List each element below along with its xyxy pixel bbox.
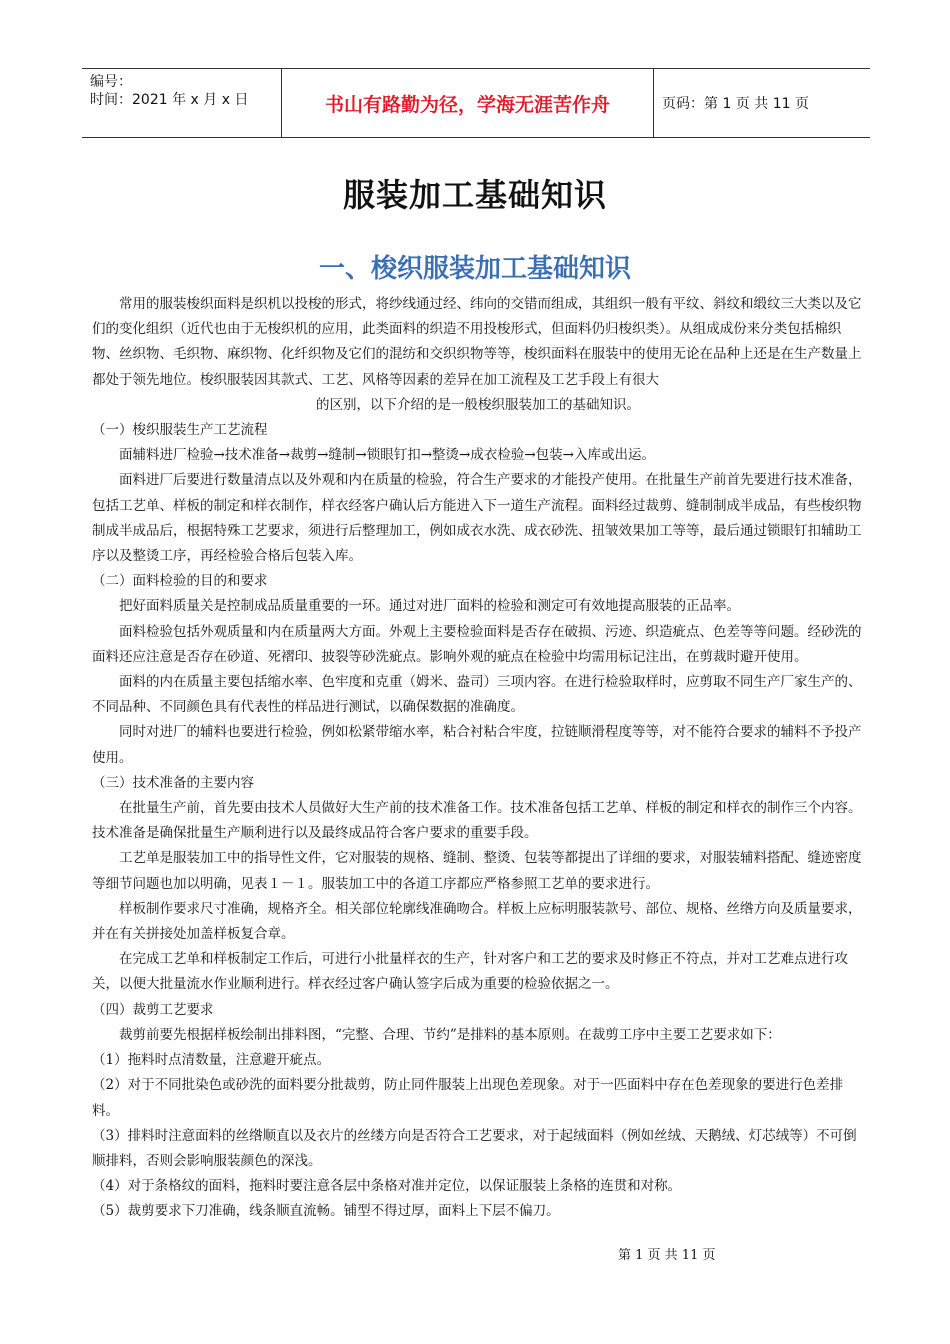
time-label: 时间：2021 年 x 月 x 日: [90, 92, 249, 108]
paragraph: 常用的服装梭织面料是织机以投梭的形式，将纱线通过经、纬向的交错而组成，其组织一般有平纹、斜纹和缎纹三大类以及它们的变化组织（近代也由于无梭织机的应用，此类面料的织造不用投梭形式，但面料仍归梭织类）。从组成成份来分类包括棉织物、丝织物、毛织物、麻织物、化纤织物及它们的混纺和交织织物等等，梭织面料在服装中的使用无论在品种上还是在生产数量上都处于领先地位。梭织服装因其款式、工艺、风格等因素的差异在加工流程及工艺手段上有很大: [92, 296, 862, 388]
list-item: （2）对于不同批染色或砂洗的面料要分批裁剪，防止同件服装上出现色差现象。对于一匹面料中存在色差现象的要进行色差排料。: [92, 1077, 844, 1119]
paragraph: 同时对进厂的辅料也要进行检验，例如松紧带缩水率，粘合衬粘合牢度，拉链顺滑程度等等，对不能符合要求的辅料不予投产使用。: [92, 724, 862, 766]
page-footer: 第 1 页 共 11 页: [618, 1248, 716, 1263]
list-item: （5）裁剪要求下刀准确，线条顺直流畅。铺型不得过厚，面料上下层不偏刀。: [92, 1203, 560, 1220]
header-meta: [82, 69, 282, 137]
subheading: （二）面料检验的目的和要求: [92, 573, 268, 590]
page-header: [82, 68, 870, 138]
subheading: （一）梭织服装生产工艺流程: [92, 422, 268, 439]
paragraph: 面辅料进厂检验→技术准备→裁剪→缝制→锁眼钉扣→整烫→成衣检验→包装→入库或出运。: [119, 447, 655, 464]
header-motto: 书山有路勤为径，学海无涯苦作舟: [282, 69, 654, 137]
paragraph: 的区别，以下介绍的是一般梭织服装加工的基础知识。: [316, 396, 640, 413]
paragraph: 面料检验包括外观质量和内在质量两大方面。外观上主要检验面料是否存在破损、污迹、织造疵点、色差等等问题。经砂洗的面料还应注意是否存在砂道、死褶印、披裂等砂洗疵点。影响外观的疵点在检验中均需用标记注出，在剪裁时避开使用。: [92, 623, 862, 665]
document-title: 服装加工基础知识: [342, 176, 607, 214]
header-page-info: 页码：第 1 页 共 11 页: [662, 96, 809, 112]
paragraph: 在完成工艺单和样板制定工作后，可进行小批量样衣的生产，针对客户和工艺的要求及时修正不符点，并对工艺难点进行攻关，以便大批量流水作业顺利进行。样衣经过客户确认签字后成为重要的检验依据之一。: [92, 951, 848, 993]
paragraph: 面料进厂后要进行数量清点以及外观和内在质量的检验，符合生产要求的才能投产使用。在批量生产前首先要进行技术准备，包括工艺单、样板的制定和样衣制作，样衣经客户确认后方能进入下一道生产流程。面料经过裁剪、缝制制成半成品，有些梭织物制成半成品后，根据特殊工艺要求，须进行后整理加工，例如成衣水洗、成衣砂洗、扭皱效果加工等等，最后通过锁眼钉扣辅助工序以及整烫工序，再经检验合格后包装入库。: [92, 472, 862, 565]
document-body: [92, 292, 864, 1225]
paragraph: 把好面料质量关是控制成品质量重要的一环。通过对进厂面料的检验和测定可有效地提高服装的正品率。: [119, 598, 740, 615]
section-title: 一、梭织服装加工基础知识: [318, 254, 631, 284]
paragraph: 在批量生产前，首先要由技术人员做好大生产前的技术准备工作。技术准备包括工艺单、样板的制定和样衣的制作三个内容。技术准备是确保批量生产顺利进行以及最终成品符合客户要求的重要手段。: [92, 800, 862, 842]
subheading: （三）技术准备的主要内容: [92, 774, 254, 791]
code-label: 编号：: [90, 74, 132, 90]
list-item: （3）排料时注意面料的丝绺顺直以及衣片的丝缕方向是否符合工艺要求，对于起绒面料（例如丝绒、天鹅绒、灯芯绒等）不可倒顺排料，否则会影响服装颜色的深浅。: [92, 1127, 857, 1169]
paragraph: 裁剪前要先根据样板绘制出排料图，“完整、合理、节约”是排料的基本原则。在裁剪工序中主要工艺要求如下：: [119, 1026, 781, 1043]
paragraph: 面料的内在质量主要包括缩水率、色牢度和克重（姆米、盎司）三项内容。在进行检验取样时，应剪取不同生产厂家生产的、不同品种、不同颜色具有代表性的样品进行测试，以确保数据的准确度。: [92, 674, 862, 716]
subheading: （四）裁剪工艺要求: [92, 1001, 214, 1018]
list-item: （1）拖料时点清数量，注意避开疵点。: [92, 1052, 331, 1069]
paragraph: 工艺单是服装加工中的指导性文件，它对服装的规格、缝制、整烫、包装等都提出了详细的要求，对服装辅料搭配、缝迹密度等细节问题也加以明确，见表１－１。服装加工中的各道工序都应严格参照工艺单的要求进行。: [92, 850, 862, 892]
list-item: （4）对于条格纹的面料，拖料时要注意各层中条格对准并定位，以保证服装上条格的连贯和对称。: [92, 1178, 682, 1195]
paragraph: 样板制作要求尺寸准确，规格齐全。相关部位轮廓线准确吻合。样板上应标明服装款号、部位、规格、丝绺方向及质量要求，并在有关拼接处加盖样板复合章。: [92, 900, 862, 943]
